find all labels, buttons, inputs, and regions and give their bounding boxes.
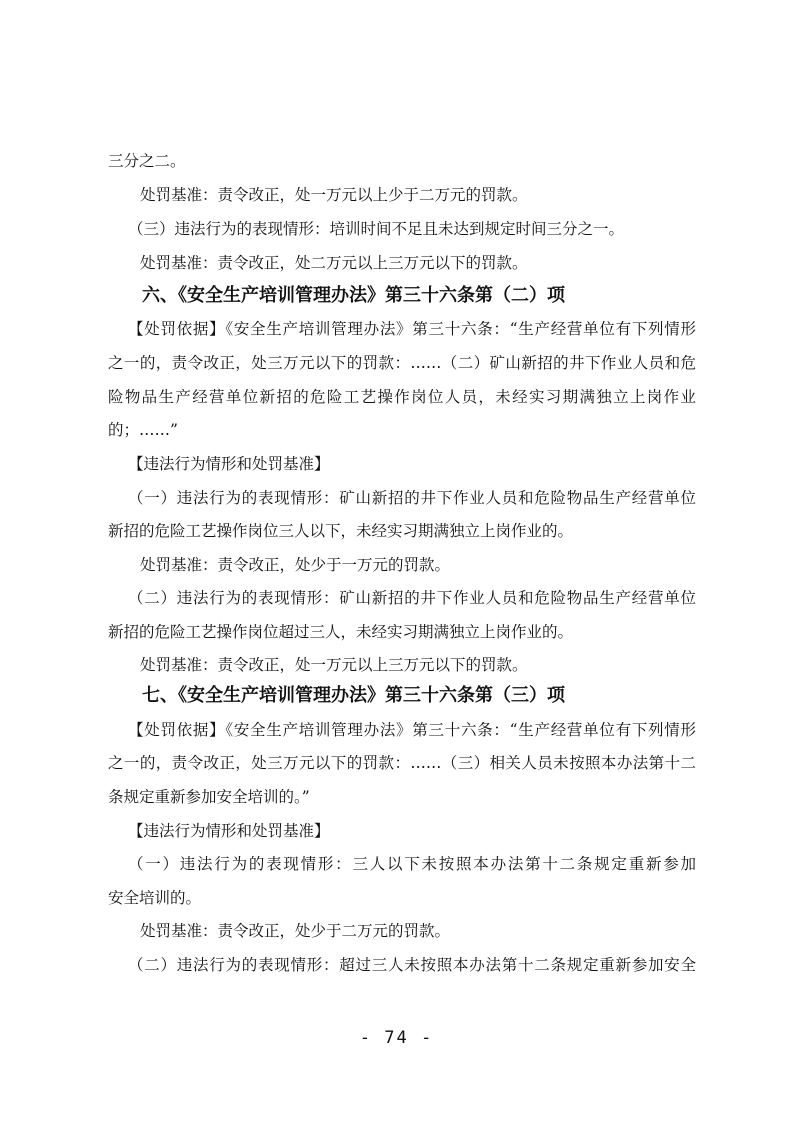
- paragraph-line: 处罚基准：责令改正，处一万元以上三万元以下的罚款。: [140, 656, 528, 674]
- paragraph-line: 新招的危险工艺操作岗位三人以下，未经实习期满独立上岗作业的。: [108, 522, 574, 540]
- paragraph-line: 险物品生产经营单位新招的危险工艺操作岗位人员，未经实习期满独立上岗作业: [108, 388, 696, 406]
- paragraph-line: （三）违法行为的表现情形：培训时间不足且未达到规定时间三分之一。: [128, 220, 625, 238]
- paragraph-line: 的；……”: [108, 421, 178, 439]
- paragraph-line: 处罚基准：责令改正，处二万元以上三万元以下的罚款。: [140, 254, 528, 272]
- paragraph-line: （二）违法行为的表现情形：超过三人未按照本办法第十二条规定重新参加安全: [128, 956, 696, 974]
- paragraph-line: 之一的，责令改正，处三万元以下的罚款：……（二）矿山新招的井下作业人员和危: [108, 354, 696, 372]
- subheading: 【违法行为情形和处罚基准】: [128, 822, 330, 840]
- paragraph-line: 处罚基准：责令改正，处少于二万元的罚款。: [140, 922, 451, 940]
- paragraph-line: 【处罚依据】《安全生产培训管理办法》第三十六条：“生产经营单位有下列情形: [128, 320, 696, 338]
- paragraph-line: 处罚基准：责令改正，处少于一万元的罚款。: [140, 556, 451, 574]
- paragraph-line: 之一的，责令改正，处三万元以下的罚款：……（三）相关人员未按照本办法第十二: [108, 754, 696, 772]
- paragraph-line: 【处罚依据】《安全生产培训管理办法》第三十六条：“生产经营单位有下列情形: [128, 721, 696, 739]
- paragraph-line: 条规定重新参加安全培训的。”: [108, 788, 310, 806]
- paragraph-line: 新招的危险工艺操作岗位超过三人，未经实习期满独立上岗作业的。: [108, 623, 574, 641]
- subheading: 【违法行为情形和处罚基准】: [128, 455, 330, 473]
- paragraph-line: 处罚基准：责令改正，处一万元以上少于二万元的罚款。: [140, 186, 528, 204]
- section-heading: 六、《安全生产培训管理办法》第三十六条第（二）项: [142, 285, 565, 306]
- paragraph-line: 安全培训的。: [108, 889, 202, 907]
- paragraph-line: （一）违法行为的表现情形：矿山新招的井下作业人员和危险物品生产经营单位: [128, 489, 696, 507]
- paragraph-line: 三分之二。: [108, 152, 186, 170]
- section-heading: 七、《安全生产培训管理办法》第三十六条第（三）项: [142, 685, 565, 706]
- paragraph-line: （一）违法行为的表现情形：三人以下未按照本办法第十二条规定重新参加: [128, 855, 696, 873]
- paragraph-line: （二）违法行为的表现情形：矿山新招的井下作业人员和危险物品生产经营单位: [128, 589, 696, 607]
- page-number: - 74 -: [359, 1028, 434, 1048]
